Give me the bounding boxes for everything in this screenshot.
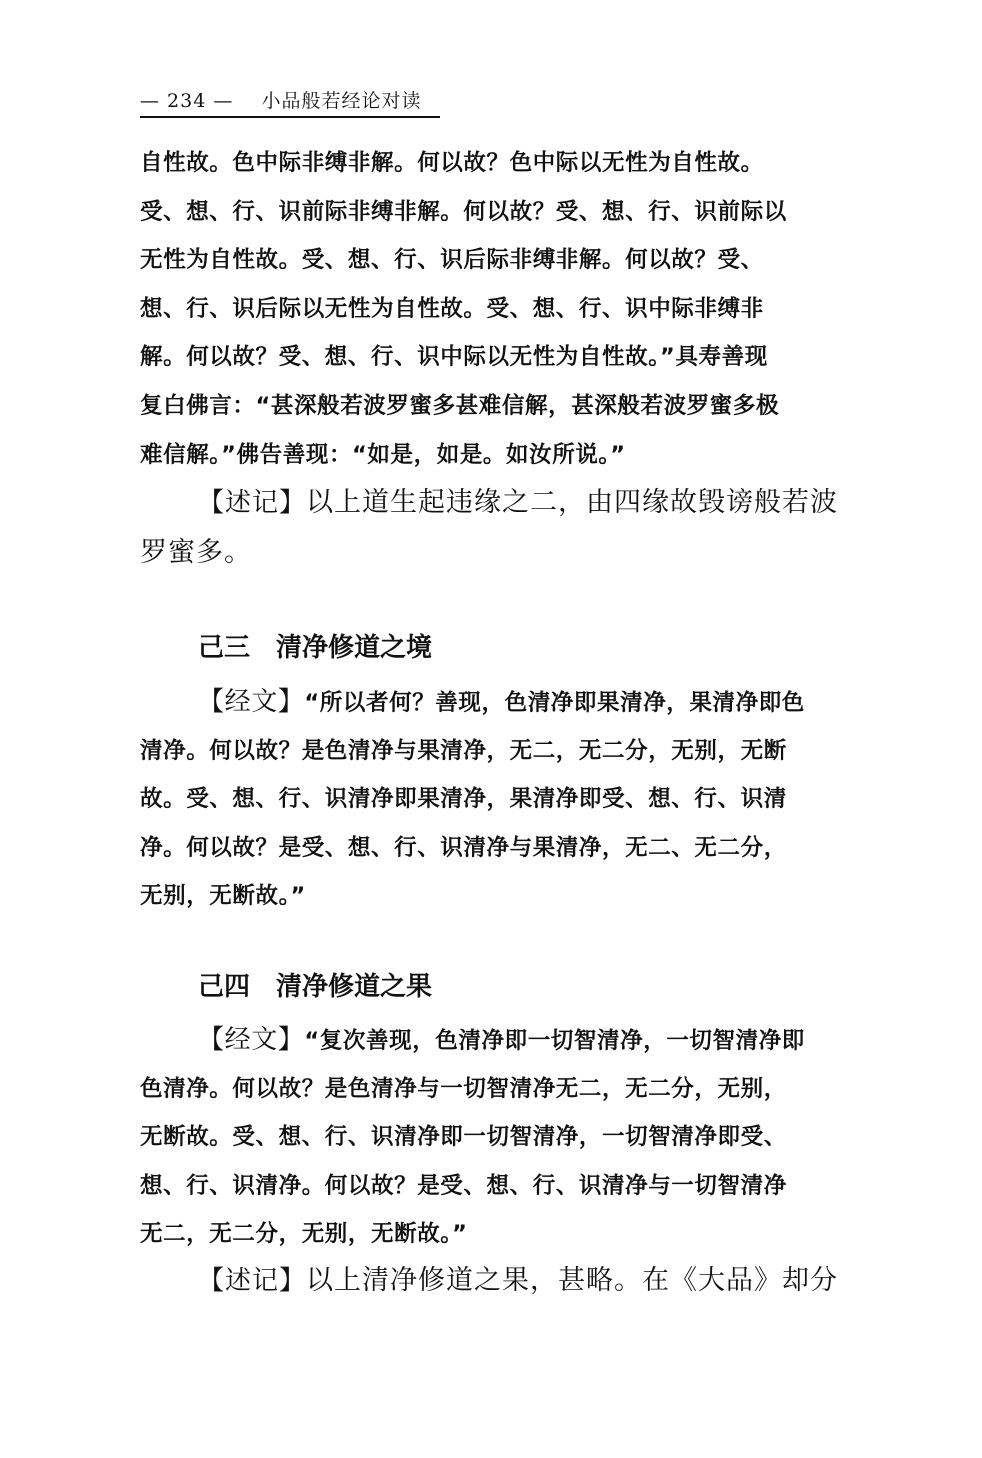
text-line: 复白佛言：“甚深般若波罗蜜多甚难信解，甚深般若波罗蜜多极	[140, 392, 780, 419]
commentary-passage-1	[140, 478, 882, 578]
sutra-passage-2	[140, 678, 882, 921]
book-title: 小品般若经论对读	[261, 90, 422, 112]
section-heading-4	[140, 963, 882, 1012]
commentary-passage-3	[140, 1256, 882, 1306]
text-line: 受、想、行、识前际非缚非解。何以故？受、想、行、识前际以	[140, 198, 787, 225]
sutra-passage-1	[140, 139, 882, 479]
text-line: 清净。何以故？是色清净与果清净，无二，无二分，无别，无断	[140, 737, 787, 764]
text-line: 无二，无二分，无别，无断故。”	[140, 1221, 468, 1248]
sutra-tag: 【经文】	[198, 1025, 305, 1055]
heading-number: 己三	[198, 633, 251, 663]
text-line: 罗蜜多。	[140, 537, 252, 568]
text-line: 【述记】以上清净修道之果，甚略。在《大品》却分	[198, 1265, 839, 1296]
text-line: 无断故。受、想、行、识清净即一切智清净，一切智清净即受、	[140, 1124, 787, 1151]
commentary-tag: 【述记】	[198, 488, 307, 518]
text-line: 无别，无断故。”	[140, 883, 306, 910]
text-line: 无性为自性故。受、想、行、识后际非缚非解。何以故？受、	[140, 247, 764, 274]
text-line: 净。何以故？是受、想、行、识清净与果清净，无二、无二分，	[140, 834, 787, 861]
text-line: 【经文】“所以者何？善现，色清净即果清净，果清净即色	[198, 687, 805, 717]
text-line: 色清净。何以故？是色清净与一切智清净无二，无二分，无别，	[140, 1075, 787, 1102]
commentary-tag: 【述记】	[198, 1266, 307, 1296]
heading-number: 己四	[198, 972, 251, 1002]
text-line: 想、行、识后际以无性为自性故。受、想、行、识中际非缚非	[140, 295, 764, 322]
section-heading	[140, 963, 882, 1012]
header-rule	[140, 116, 440, 118]
text-line: 难信解。”佛告善现：“如是，如是。如汝所说。”	[140, 441, 626, 468]
running-header	[140, 86, 422, 113]
heading-title: 清净修道之境	[276, 633, 433, 663]
section-heading	[140, 624, 882, 673]
text-line: 故。受、想、行、识清净即果清净，果清净即受、想、行、识清	[140, 786, 787, 813]
sutra-passage-3	[140, 1016, 882, 1259]
sutra-tag: 【经文】	[198, 687, 305, 717]
text-line: 【经文】“复次善现，色清净即一切智清净，一切智清净即	[198, 1025, 805, 1055]
section-heading-3	[140, 624, 882, 673]
page-number: — 234 —	[140, 90, 234, 112]
text-line: 【述记】以上道生起违缘之二，由四缘故毁谤般若波	[198, 487, 839, 518]
text-line: 解。何以故？受、想、行、识中际以无性为自性故。”具寿善现	[140, 344, 768, 371]
heading-title: 清净修道之果	[276, 972, 433, 1002]
text-line: 想、行、识清净。何以故？是受、想、行、识清净与一切智清净	[140, 1172, 787, 1199]
text-line: 自性故。色中际非缚非解。何以故？色中际以无性为自性故。	[140, 150, 764, 176]
